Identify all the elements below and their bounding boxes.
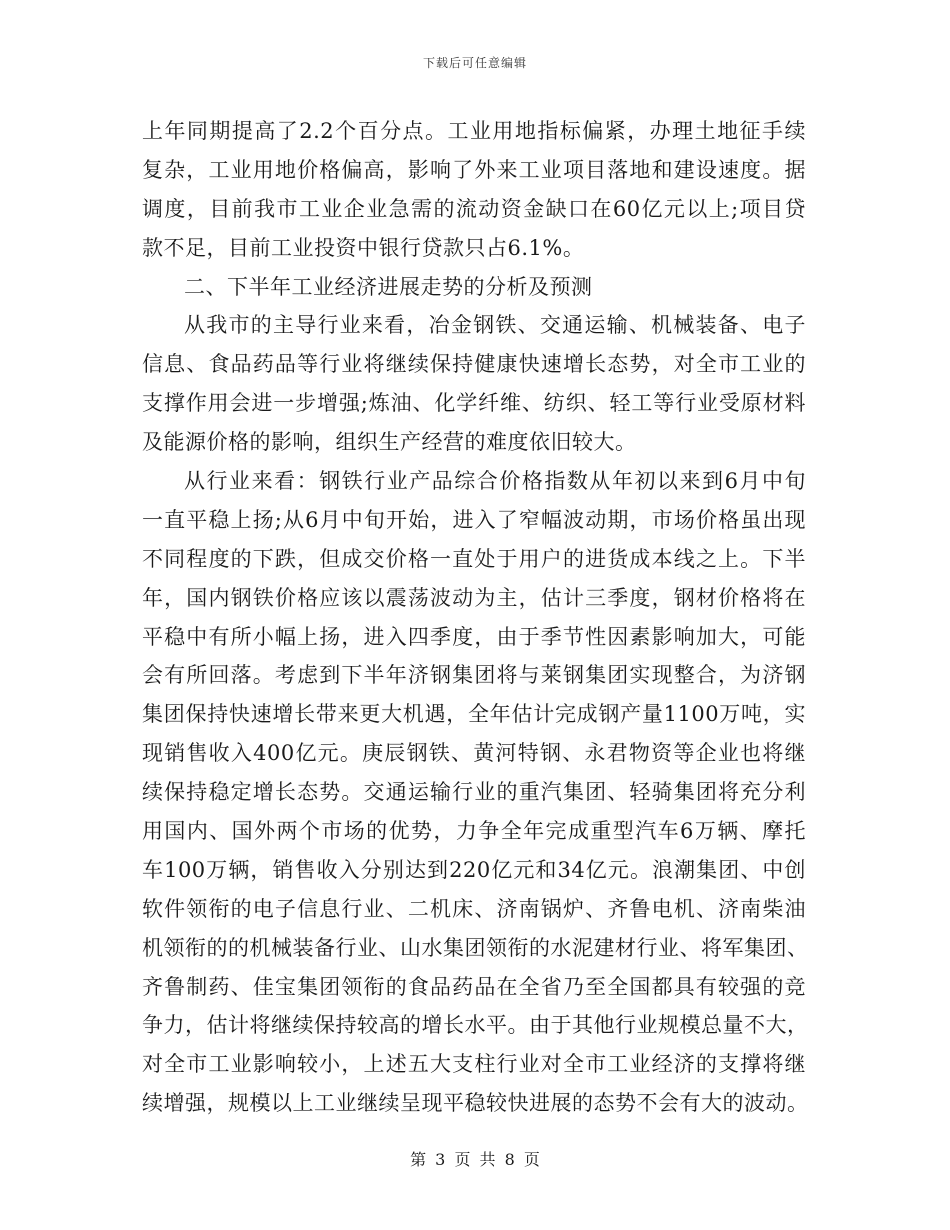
text-line: 软件领衔的电子信息行业、二机床、济南锅炉、齐鲁电机、济南柴油: [142, 896, 806, 921]
paragraph: [142, 268, 806, 307]
text-line: 二、下半年工业经济进展走势的分析及预测: [184, 274, 593, 299]
paragraph: [142, 462, 809, 1123]
text-line: 续保持稳定增长态势。交通运输行业的重汽集团、轻骑集团将充分利: [142, 780, 806, 805]
text-line: 复杂，工业用地价格偏高，影响了外来工业项目落地和建设速度。据: [142, 157, 806, 182]
document-body: [142, 112, 809, 1123]
page-header: 下载后可任意编辑: [422, 56, 527, 70]
text-line: 机领衔的的机械装备行业、山水集团领衔的水泥建材行业、将军集团、: [142, 935, 809, 960]
text-line: 从行业来看：钢铁行业产品综合价格指数从年初以来到6月中旬: [184, 469, 806, 494]
text-line: 用国内、国外两个市场的优势，力争全年完成重型汽车6万辆、摩托: [142, 819, 806, 844]
text-line: 续增强，规模以上工业继续呈现平稳较快进展的态势不会有大的波动。: [142, 1091, 809, 1116]
text-line: 平稳中有所小幅上扬，进入四季度，由于季节性因素影响加大，可能: [142, 624, 806, 649]
text-line: 从我市的主导行业来看，冶金钢铁、交通运输、机械装备、电子: [184, 313, 806, 338]
text-line: 齐鲁制药、佳宝集团领衔的食品药品在全省乃至全国都具有较强的竞: [142, 974, 806, 999]
text-line: 集团保持快速增长带来更大机遇，全年估计完成钢产量1100万吨，实: [142, 702, 806, 727]
text-line: 信息、食品药品等行业将继续保持健康快速增长态势，对全市工业的: [142, 352, 806, 377]
text-line: 款不足，目前工业投资中银行贷款只占6.1%。: [142, 235, 585, 260]
page-footer: 第 3 页 共 8 页: [410, 1150, 540, 1169]
text-line: 一直平稳上扬;从6月中旬开始，进入了窄幅波动期，市场价格虽出现: [142, 507, 806, 532]
text-line: 会有所回落。考虑到下半年济钢集团将与莱钢集团实现整合，为济钢: [142, 663, 806, 688]
text-line: 年，国内钢铁价格应该以震荡波动为主，估计三季度，钢材价格将在: [142, 585, 806, 610]
text-line: 现销售收入400亿元。庚辰钢铁、黄河特钢、永君物资等企业也将继: [142, 741, 806, 766]
text-line: 争力，估计将继续保持较高的增长水平。由于其他行业规模总量不大，: [142, 1013, 809, 1038]
text-line: 及能源价格的影响，组织生产经营的难度依旧较大。: [142, 430, 637, 455]
text-line: 车100万辆，销售收入分别达到220亿元和34亿元。浪潮集团、中创: [142, 857, 806, 882]
paragraph: [142, 112, 806, 268]
text-line: 上年同期提高了2.2个百分点。工业用地指标偏紧，办理土地征手续: [142, 119, 806, 143]
text-line: 不同程度的下跌，但成交价格一直处于用户的进货成本线之上。下半: [142, 546, 806, 571]
text-line: 对全市工业影响较小，上述五大支柱行业对全市工业经济的支撑将继: [142, 1052, 806, 1077]
text-line: 支撑作用会进一步增强;炼油、化学纤维、纺织、轻工等行业受原材料: [142, 391, 806, 416]
paragraph: [142, 306, 806, 462]
text-line: 调度，目前我市工业企业急需的流动资金缺口在60亿元以上;项目贷: [142, 196, 806, 221]
